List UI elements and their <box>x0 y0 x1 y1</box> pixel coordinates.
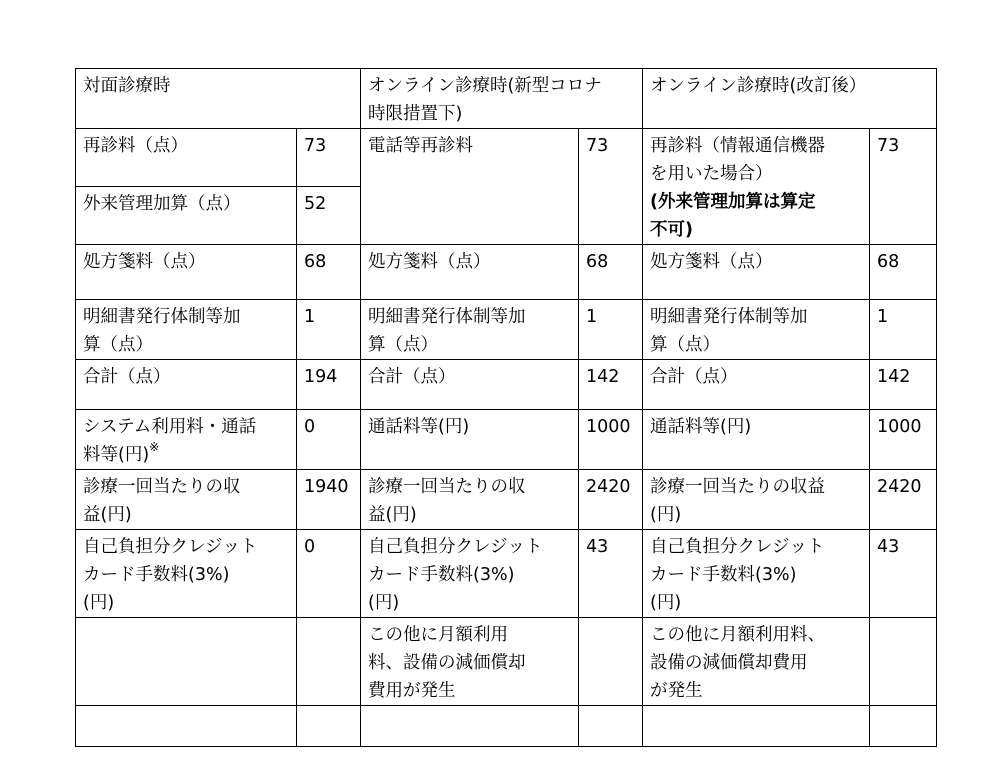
empty-cell <box>643 706 870 747</box>
statement-label-b: 明細書発行体制等加 算（点） <box>361 300 579 360</box>
fee-comparison-table <box>75 68 937 747</box>
empty-cell <box>579 618 643 706</box>
revisit-note-c: (外来管理加算は算定 不可) <box>650 192 816 240</box>
revenue-label-c: 診療一回当たりの収益 (円) <box>643 470 870 530</box>
total-label-b: 合計（点） <box>361 360 579 410</box>
table-row <box>76 360 937 410</box>
total-label-a: 合計（点） <box>76 360 297 410</box>
empty-cell <box>297 706 361 747</box>
system-fee-label-c: 通話料等(円) <box>643 410 870 470</box>
table-row <box>76 706 937 747</box>
revenue-value-c: 2420 <box>870 470 937 530</box>
revisit-label-b: 電話等再診料 <box>361 129 579 245</box>
card-fee-label-a: 自己負担分クレジット カード手数料(3%) (円) <box>76 530 297 618</box>
table-row <box>76 470 937 530</box>
system-fee-label-a: システム利用料・通話 料等(円) <box>83 417 257 465</box>
revisit-value-b: 73 <box>579 129 643 245</box>
empty-cell <box>361 706 579 747</box>
statement-value-c: 1 <box>870 300 937 360</box>
card-fee-value-b: 43 <box>579 530 643 618</box>
system-fee-value-a: 0 <box>297 410 361 470</box>
prescription-value-c: 68 <box>870 245 937 300</box>
header-row <box>76 69 937 129</box>
empty-cell <box>579 706 643 747</box>
header-online-covid: オンライン診療時(新型コロナ 時限措置下) <box>361 69 643 129</box>
card-fee-label-c: 自己負担分クレジット カード手数料(3%) (円) <box>643 530 870 618</box>
header-face-to-face: 対面診療時 <box>76 69 361 129</box>
revenue-value-b: 2420 <box>579 470 643 530</box>
other-cost-note-c: この他に月額利用料、 設備の減価償却費用 が発生 <box>643 618 870 706</box>
header-online-revised: オンライン診療時(改訂後） <box>643 69 937 129</box>
table-row <box>76 129 937 187</box>
revisit-label-a: 再診料（点） <box>76 129 297 187</box>
revenue-label-a: 診療一回当たりの収 益(円) <box>76 470 297 530</box>
table-row <box>76 245 937 300</box>
prescription-label-a: 処方箋料（点） <box>76 245 297 300</box>
table-row <box>76 410 937 470</box>
revisit-cell-c <box>643 129 870 245</box>
outpatient-label-a: 外来管理加算（点） <box>76 187 297 245</box>
prescription-value-b: 68 <box>579 245 643 300</box>
prescription-label-c: 処方箋料（点） <box>643 245 870 300</box>
empty-cell <box>76 618 297 706</box>
card-fee-label-b: 自己負担分クレジット カード手数料(3%) (円) <box>361 530 579 618</box>
statement-value-a: 1 <box>297 300 361 360</box>
table-row <box>76 300 937 360</box>
reference-mark: ※ <box>149 440 160 454</box>
table-row <box>76 530 937 618</box>
outpatient-value-a: 52 <box>297 187 361 245</box>
statement-label-a: 明細書発行体制等加 算（点） <box>76 300 297 360</box>
total-value-b: 142 <box>579 360 643 410</box>
total-value-a: 194 <box>297 360 361 410</box>
revisit-value-a: 73 <box>297 129 361 187</box>
statement-value-b: 1 <box>579 300 643 360</box>
prescription-label-b: 処方箋料（点） <box>361 245 579 300</box>
revenue-value-a: 1940 <box>297 470 361 530</box>
total-label-c: 合計（点） <box>643 360 870 410</box>
empty-cell <box>76 706 297 747</box>
card-fee-value-a: 0 <box>297 530 361 618</box>
statement-label-c: 明細書発行体制等加 算（点） <box>643 300 870 360</box>
system-fee-cell-a <box>76 410 297 470</box>
revenue-label-b: 診療一回当たりの収 益(円) <box>361 470 579 530</box>
other-cost-note-b: この他に月額利用 料、設備の減価償却 費用が発生 <box>361 618 579 706</box>
table-row <box>76 618 937 706</box>
system-fee-value-c: 1000 <box>870 410 937 470</box>
card-fee-value-c: 43 <box>870 530 937 618</box>
revisit-label-c: 再診料（情報通信機器 を用いた場合） <box>650 136 825 184</box>
total-value-c: 142 <box>870 360 937 410</box>
revisit-value-c: 73 <box>870 129 937 245</box>
system-fee-value-b: 1000 <box>579 410 643 470</box>
empty-cell <box>870 706 937 747</box>
prescription-value-a: 68 <box>297 245 361 300</box>
empty-cell <box>297 618 361 706</box>
system-fee-label-b: 通話料等(円) <box>361 410 579 470</box>
empty-cell <box>870 618 937 706</box>
